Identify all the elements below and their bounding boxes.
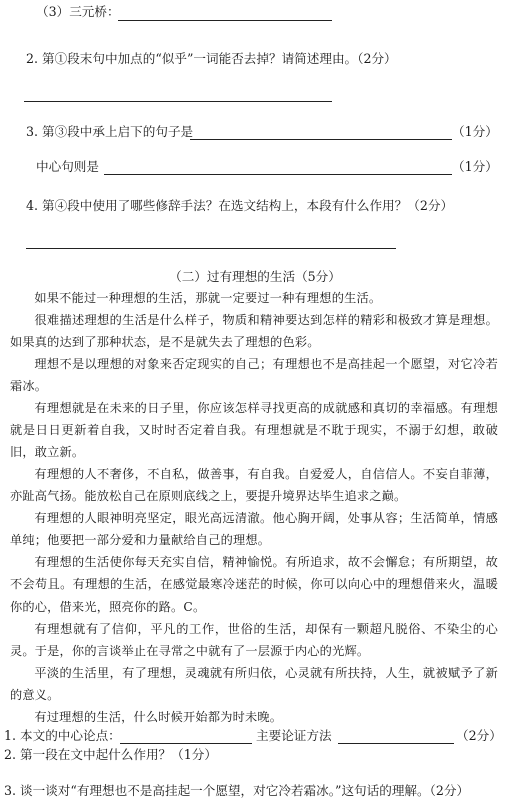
question-2: 2. 第①段末句中加点的“似乎”一词能否去掉？请简述理由。（2分）	[26, 51, 397, 66]
bottom-question-3: 3. 谈一谈对“有理想也不是高挂起一个愿望，对它冷若霜冰。”这句话的理解。（2分）	[4, 783, 470, 798]
q3-score: （1分）	[452, 124, 498, 139]
bottom-question-1-middle: 主要论证方法	[256, 728, 332, 743]
passage-paragraph-2: 很难描述理想的生活是什么样子，物质和精神要达到怎样的精彩和极致才算是理想。如果真的达到了那种状态，是不是就失去了理想的色彩。	[10, 313, 498, 350]
passage-paragraph-9: 平淡的生活里，有了理想，灵魂就有所归依，心灵就有所扶持，人生，就被赋予了新的意义。	[10, 666, 498, 703]
question-3-center-prefix: 中心句则是	[36, 159, 99, 174]
question-4: 4. 第④段中使用了哪些修辞手法？在选文结构上，本段有什么作用？（2分）	[26, 198, 454, 213]
b1-thesis-answer-line[interactable]	[120, 743, 252, 744]
bottom-question-2: 2. 第一段在文中起什么作用？（1分）	[4, 747, 217, 762]
bottom-question-1-score: （2分）	[456, 728, 502, 743]
passage-title: （二）过有理想的生活（5分）	[169, 269, 341, 284]
passage-paragraph-1: 如果不能过一种理想的生活，那就一定要过一种有理想的生活。	[34, 291, 382, 305]
q1-3-answer-line[interactable]	[118, 20, 332, 21]
bottom-question-1-prefix: 1. 本文的中心论点：	[4, 728, 121, 743]
passage-paragraph-3: 理想不是以理想的对象来否定现实的自己；有理想也不是高挂起一个愿望，对它冷若霜冰。	[10, 357, 498, 394]
passage-paragraph-5: 有理想的人不奢侈，不自私，做善事，有自我。自爱爱人，自信信人。不妄自菲薄，亦趾高气扬。能放松自己在原则底线之上，要提升境界达毕生追求之巅。	[10, 467, 498, 504]
q3-center-answer-line[interactable]	[104, 174, 452, 175]
q3-center-score: （1分）	[452, 159, 498, 174]
b1-method-answer-line[interactable]	[338, 743, 454, 744]
passage-paragraph-10: 有过理想的生活，什么时候开始都为时未晚。	[34, 710, 283, 724]
question-3-prefix: 3. 第③段中承上启下的句子是	[26, 124, 194, 139]
passage-paragraph-4: 有理想就是在未来的日子里，你应该怎样寻找更高的成就感和真切的幸福感。有理想就是日日更新着自我，又时时否定着自我。有理想就是不耽于现实，不溺于幻想，敢破旧，敢立新。	[10, 401, 498, 460]
passage-paragraph-6: 有理想的人眼神明亮坚定，眼光高远清澈。他心胸开阔，处事从容；生活简单，情感单纯；他要把一部分爱和力量献给自己的理想。	[10, 511, 498, 548]
q2-answer-line[interactable]	[24, 101, 332, 102]
q3-answer-line[interactable]	[190, 139, 452, 140]
q4-answer-line[interactable]	[26, 248, 396, 249]
passage-paragraph-8: 有理想就有了信仰，平凡的工作，世俗的生活，却保有一颗超凡脱俗、不染尘的心灵。于是，你的言谈举止在寻常之中就有了一层源于内心的光辉。	[10, 622, 498, 659]
q1-3-label: （3）三元桥：	[36, 4, 120, 19]
passage-paragraph-7: 有理想的生活使你每天充实自信，精神愉悦。有所追求，故不会懈怠；有所期望，故不会苟且。有理想的生活，在感觉最寒冷迷茫的时候，你可以向心中的理想借来火，温暖你的心，借来光，照亮你的路。C。	[10, 555, 498, 614]
